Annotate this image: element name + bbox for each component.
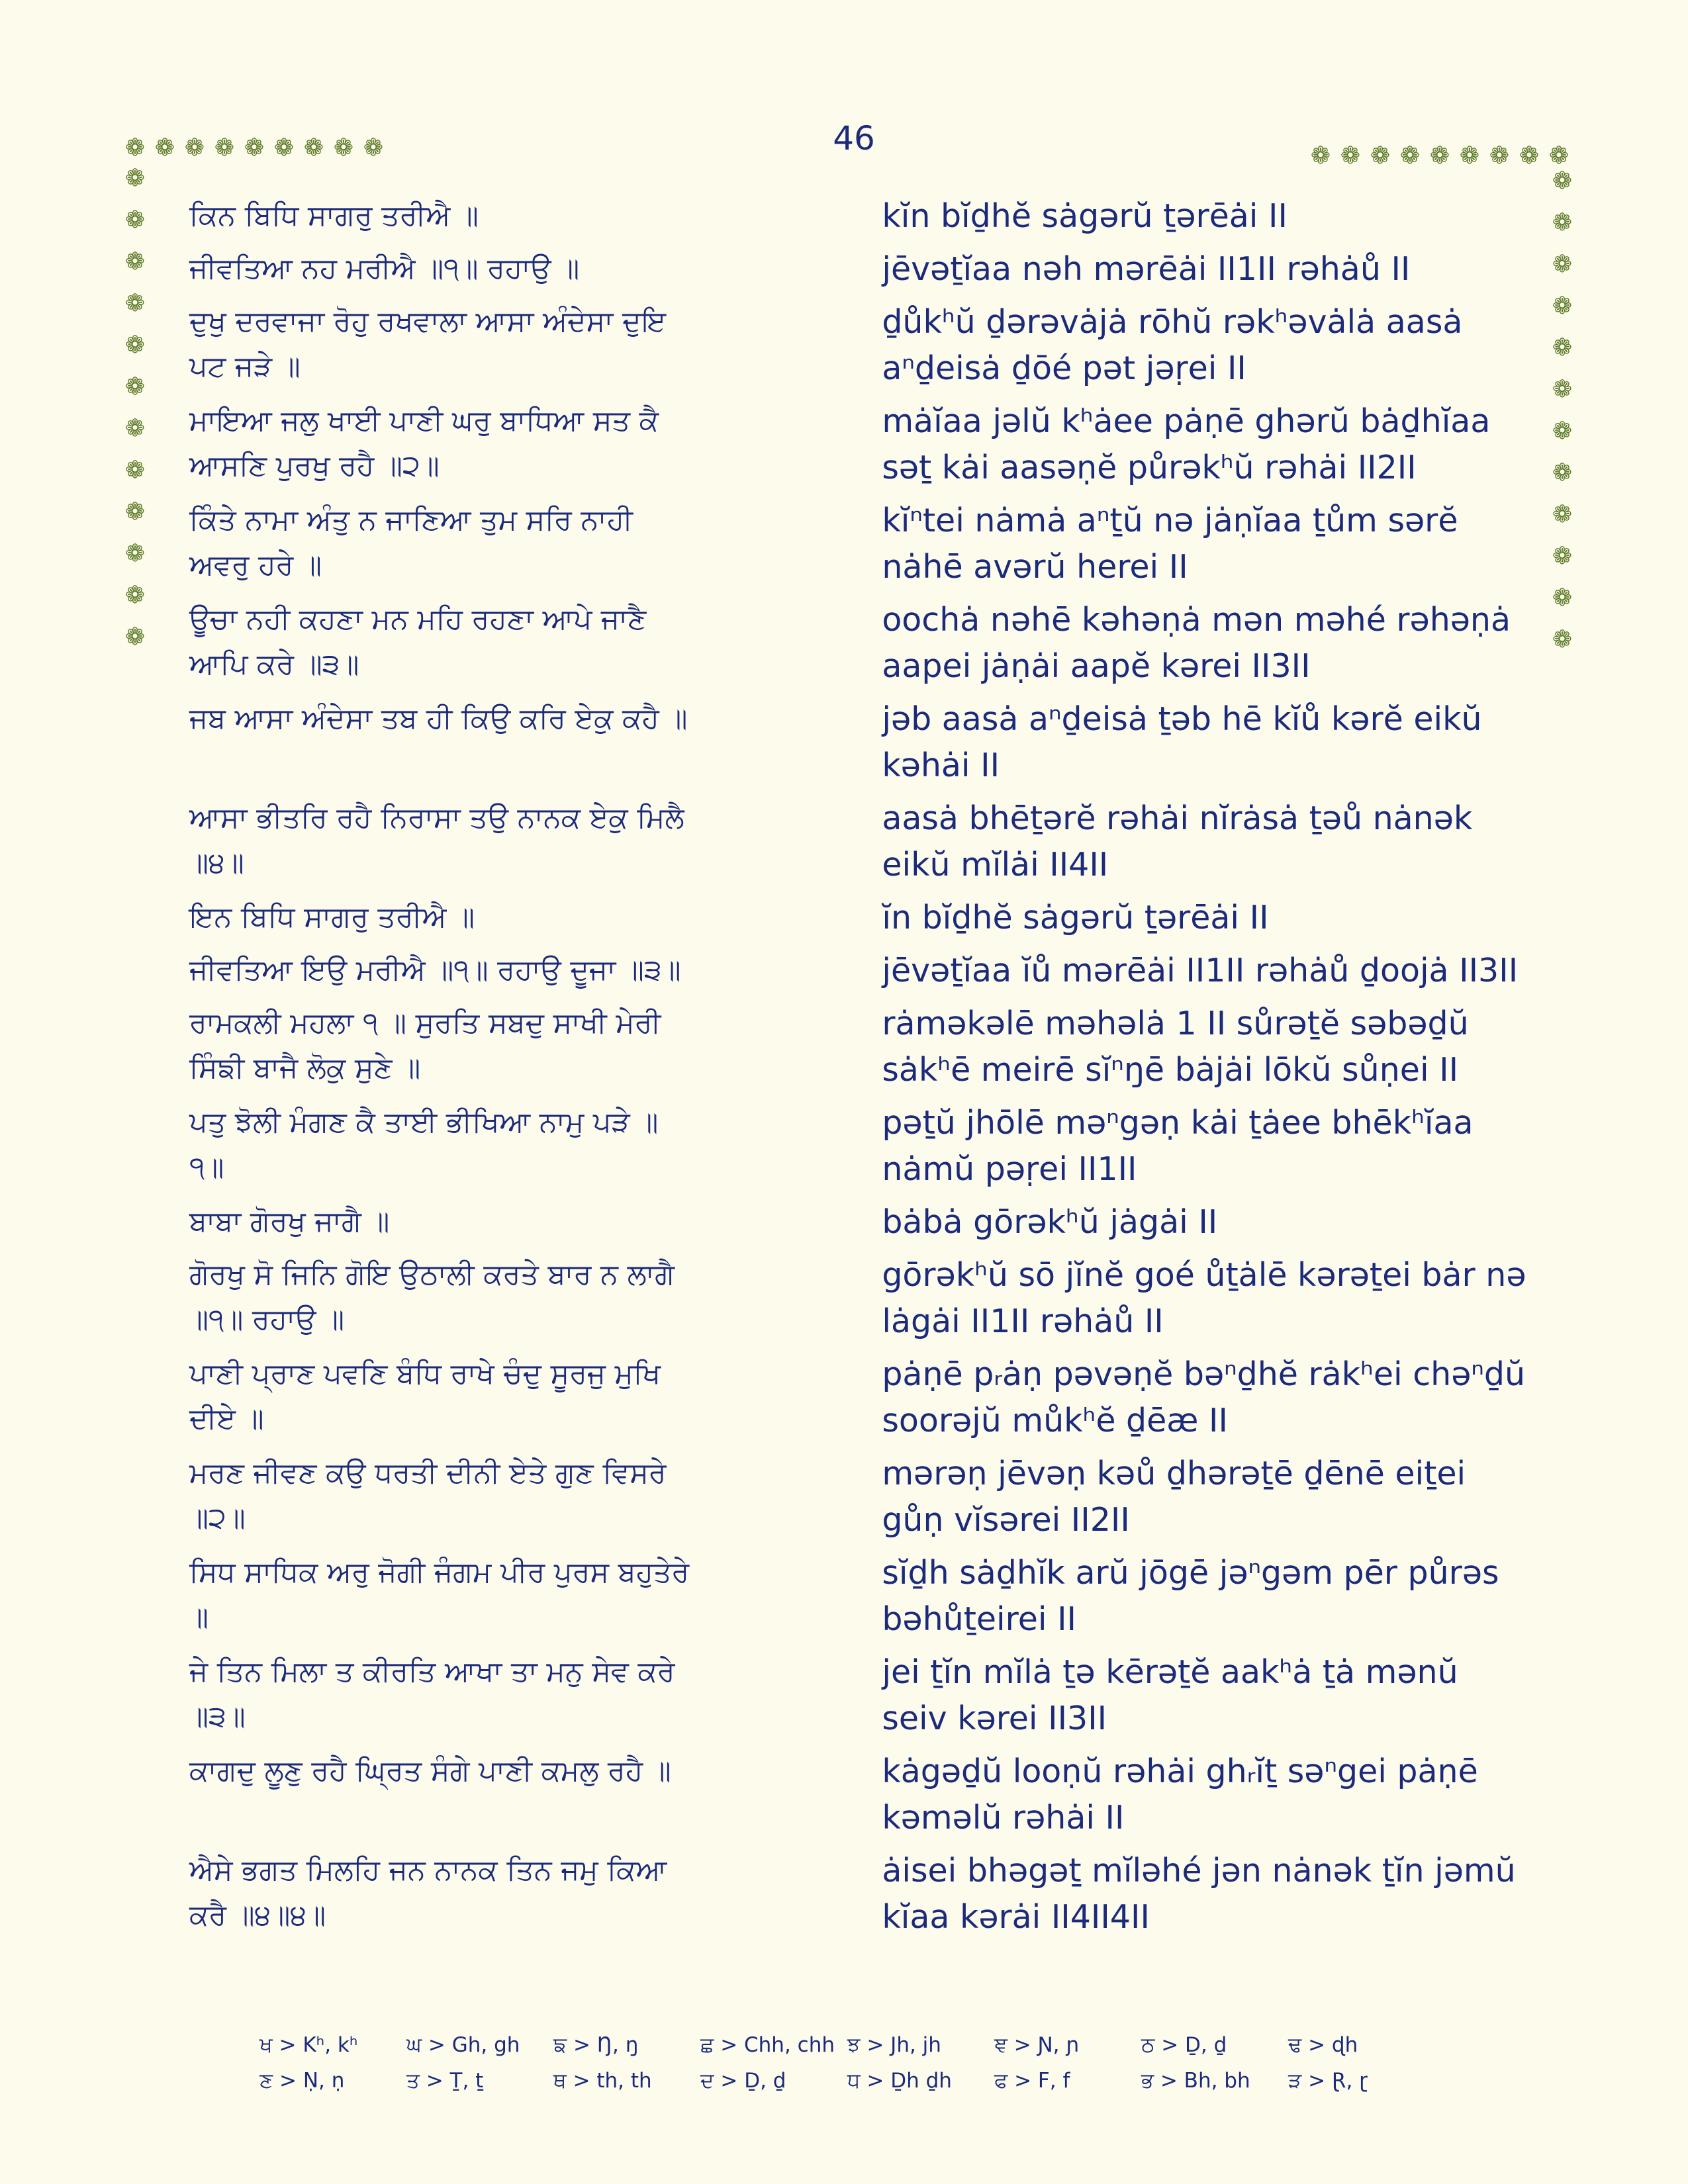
rosette-ornament-icon: ❁ (214, 134, 235, 161)
rosette-ornament-icon: ❁ (1548, 142, 1570, 169)
gurmukhi-line: ਸਿਧ ਸਾਧਿਕ ਅਰੁ ਜੋਗੀ ਜੰਗਮ ਪੀਰ ਪੁਰਸ ਬਹੁਤੇਰੇ ॥ (189, 1556, 690, 1634)
verse-row (189, 1848, 1526, 1940)
legend-item: ਣ > Ṇ, ṇ (259, 2069, 345, 2093)
rosette-ornament-icon: ❁ (1552, 293, 1573, 320)
legend-item: ਧ > Ḏh ḏh (847, 2069, 952, 2093)
gurmukhi-line: ਬਾਬਾ ਗੋਰਖੁ ਜਾਗੈ ॥ (189, 1205, 390, 1238)
rosette-ornament-icon: ❁ (124, 332, 146, 359)
verse-row (189, 1199, 1526, 1246)
transliteration-line: kĭn bĭḏhĕ sȧgərŭ ṯərēȧi II (882, 197, 1288, 235)
transliteration-line: jəb aasȧ aⁿḏeisȧ ṯəb hē kĭů kərĕ eikŭ kəhȧi II (882, 700, 1482, 784)
rosette-ornament-icon: ❁ (1399, 142, 1421, 169)
gurmukhi-line: ਮਰਣ ਜੀਵਣ ਕਉ ਧਰਤੀ ਦੀਨੀ ਏਤੇ ਗੁਣ ਵਿਸਰੇ ॥੨॥ (189, 1457, 667, 1535)
gurmukhi-line: ਜੀਵਤਿਆ ਨਹ ਮਰੀਐ ॥੧॥ ਰਹਾਉ ॥ (189, 252, 580, 285)
transliteration-line: aasȧ bhēṯərĕ rəhȧi nĭrȧsȧ ṯəů nȧnək eikŭ mĭlȧi II4II (882, 799, 1473, 884)
rosette-ornament-icon: ❁ (1552, 376, 1573, 403)
rosette-ornament-icon: ❁ (244, 134, 265, 161)
verse-row (189, 299, 1526, 392)
rosette-ornament-icon: ❁ (124, 373, 146, 400)
verse-row (189, 796, 1526, 888)
rosette-ornament-icon: ❁ (124, 415, 146, 442)
rosette-ornament-icon: ❁ (1489, 142, 1510, 169)
gurmukhi-line: ਐਸੇ ਭਗਤ ਮਿਲਹਿ ਜਨ ਨਾਨਕ ਤਿਨ ਜਮੁ ਕਿਆ ਕਰੈ ॥੪॥੪॥ (189, 1854, 667, 1932)
rosette-ornament-icon: ❁ (1552, 334, 1573, 361)
rosette-ornament-icon: ❁ (124, 623, 146, 651)
gurmukhi-line: ਇਨ ਬਿਧਿ ਸਾਗਰੁ ਤਰੀਐ ॥ (189, 901, 475, 934)
verse-table (189, 193, 1526, 1947)
transliteration-line: kĭⁿtei nȧmȧ aⁿṯŭ nə jȧṇĭaa ṯům sərĕ nȧhē avərŭ herei II (882, 502, 1458, 586)
verse-row (189, 1100, 1526, 1193)
rosette-ornament-icon: ❁ (303, 134, 324, 161)
legend-row (259, 2069, 1451, 2105)
verse-row (189, 1001, 1526, 1093)
rosette-ornament-icon: ❁ (124, 582, 146, 609)
rosette-ornament-icon: ❁ (124, 540, 146, 567)
rosette-ornament-icon: ❁ (1310, 142, 1331, 169)
transliteration-line: jēvəṯĭaa nəh mərēȧi II1II rəhȧů II (882, 250, 1411, 288)
legend-item: ੜ > Ɽ, ɽ (1288, 2069, 1368, 2093)
gurmukhi-line: ਕਿੰਤੇ ਨਾਮਾ ਅੰਤੁ ਨ ਜਾਣਿਆ ਤੁਮ ਸਰਿ ਨਾਹੀ ਅਵਰੁ ਹਰੇ ॥ (189, 504, 633, 582)
legend-item: ਢ > ɖh (1288, 2033, 1358, 2057)
rosette-ornament-icon: ❁ (1459, 142, 1480, 169)
page-number: 46 (833, 119, 875, 158)
transliteration-line: kȧgəḏŭ looṇŭ rəhȧi ghᵣĭṯ səⁿgei pȧṇē kəməlŭ rəhȧi II (882, 1752, 1478, 1837)
rosette-ornament-icon: ❁ (1552, 167, 1573, 195)
rosette-ornament-icon: ❁ (124, 498, 146, 525)
legend-item: ਫ > F, f (994, 2069, 1070, 2093)
gurmukhi-line: ਜੇ ਤਿਨ ਮਿਲਾ ਤ ਕੀਰਤਿ ਆਖਾ ਤਾ ਮਨੁ ਸੇਵ ਕਰੇ ॥੩॥ (189, 1655, 675, 1733)
rosette-ornament-icon: ❁ (1519, 142, 1540, 169)
rosette-ornament-icon: ❁ (154, 134, 175, 161)
gurmukhi-line: ਆਸਾ ਭੀਤਰਿ ਰਹੈ ਨਿਰਾਸਾ ਤਉ ਨਾਨਕ ਏਕੁ ਮਿਲੈ ॥੪॥ (189, 801, 684, 880)
verse-row (189, 597, 1526, 690)
gurmukhi-line: ਪਤੁ ਝੋਲੀ ਮੰਗਣ ਕੈ ਤਾਈ ਭੀਖਿਆ ਨਾਮੁ ਪੜੇ ॥੧॥ (189, 1106, 659, 1184)
transliteration-line: sĭḏh sȧḏhĭk arŭ jōgē jəⁿgəm pēr půrəs bəhůṯeirei II (882, 1554, 1499, 1638)
verse-row (189, 1451, 1526, 1543)
gurmukhi-line: ਮਾਇਆ ਜਲੁ ਖਾਈ ਪਾਣੀ ਘਰੁ ਬਾਧਿਆ ਸਤ ਕੈ ਆਸਣਿ ਪੁਰਖੁ ਰਹੈ ॥੨॥ (189, 404, 659, 482)
rosette-ornament-icon: ❁ (333, 134, 354, 161)
verse-row (189, 1749, 1526, 1841)
rosette-ornament-icon: ❁ (184, 134, 205, 161)
verse-row (189, 398, 1526, 491)
transliteration-line: pȧṇē pᵣȧṇ pəvəṇĕ bəⁿḏhĕ rȧkʰei chəⁿḏŭ soorəjŭ můkʰĕ ḏēæ II (882, 1355, 1526, 1439)
gurmukhi-line: ਊਚਾ ਨਹੀ ਕਹਣਾ ਮਨ ਮਹਿ ਰਹਣਾ ਆਪੇ ਜਾਣੈ ਆਪਿ ਕਰੇ ॥੩॥ (189, 603, 647, 681)
rosette-ornament-icon: ❁ (1552, 418, 1573, 445)
transliteration-line: ȧisei bhəgəṯ mĭləhé jən nȧnək ṯĭn jəmŭ kĭaa kərȧi II4II4II (882, 1852, 1516, 1936)
transliteration-line: ḏůkʰŭ ḏərəvȧjȧ rōhŭ rəkʰəvȧlȧ aasȧ aⁿḏeisȧ ḏōé pət jəṛei II (882, 303, 1463, 387)
legend-row (259, 2033, 1451, 2069)
gurmukhi-line: ਕਿਨ ਬਿਧਿ ਸਾਗਰੁ ਤਰੀਐ ॥ (189, 199, 479, 232)
transliteration-line: oochȧ nəhē kəhəṇȧ mən məhé rəhəṇȧ aapei jȧṇȧi aapĕ kərei II3II (882, 601, 1511, 685)
verse-row (189, 1351, 1526, 1444)
transliteration-line: mȧĭaa jəlŭ kʰȧee pȧṇē ghərŭ bȧḏhĭaa səṯ kȧi aasəṇĕ půrəkʰŭ rəhȧi II2II (882, 402, 1491, 486)
legend-item: ਝ > Jh, jh (847, 2033, 941, 2057)
rosette-ornament-icon: ❁ (1552, 459, 1573, 486)
gurmukhi-line: ਜਬ ਆਸਾ ਅੰਦੇਸਾ ਤਬ ਹੀ ਕਿਉ ਕਰਿ ਏਕੁ ਕਹੈ ॥ (189, 702, 688, 735)
verse-row (189, 696, 1526, 789)
rosette-ornament-icon: ❁ (124, 457, 146, 484)
rosette-ornament-icon: ❁ (1552, 626, 1573, 653)
verse-row (189, 193, 1526, 240)
legend-item: ਦ > Ḏ, ḏ (700, 2069, 786, 2093)
gurmukhi-line: ਰਾਮਕਲੀ ਮਹਲਾ ੧ ॥ ਸੁਰਤਿ ਸਬਦੁ ਸਾਖੀ ਮੇਰੀ ਸਿੰਙੀ ਬਾਜੈ ਲੋਕੁ ਸੁਣੇ ॥ (189, 1007, 661, 1085)
rosette-ornament-icon: ❁ (1552, 584, 1573, 612)
rosette-ornament-icon: ❁ (1340, 142, 1361, 169)
transliteration-line: jēvəṯĭaa ĭů mərēȧi II1II rəhȧů ḏoojȧ II3II (882, 952, 1519, 989)
transliteration-line: pəṯŭ jhōlē məⁿgəṇ kȧi ṯȧee bhēkʰĭaa nȧmŭ pəṛei II1II (882, 1104, 1474, 1188)
legend-item: ਥ > th, th (553, 2069, 652, 2093)
rosette-ornament-icon: ❁ (1552, 543, 1573, 570)
rosette-ornament-icon: ❁ (124, 165, 146, 192)
rosette-ornament-icon: ❁ (124, 290, 146, 317)
verse-row (189, 498, 1526, 590)
verse-row (189, 1649, 1526, 1742)
verse-row (189, 948, 1526, 994)
verse-row (189, 246, 1526, 293)
legend-item: ਖ > Kʰ, kʰ (259, 2033, 358, 2057)
transliteration-line: mərəṇ jēvəṇ kəů ḏhərəṯē ḏēnē eiṯei gůṇ vĭsərei II2II (882, 1455, 1466, 1539)
legend-item: ਙ > Ŋ, ŋ (553, 2033, 639, 2057)
rosette-ornament-icon: ❁ (273, 134, 295, 161)
legend-item: ਭ > Bh, bh (1141, 2069, 1250, 2093)
transliteration-line: gōrəkʰŭ sō jĭnĕ goé ůṯȧlē kərəṯei bȧr nə lȧgȧi II1II rəhȧů II (882, 1256, 1526, 1340)
legend-item: ਤ > Ṯ, ṯ (406, 2069, 484, 2093)
rosette-ornament-icon: ❁ (124, 134, 146, 161)
verse-row (189, 1550, 1526, 1643)
transliteration-line: rȧməkəlē məhəlȧ 1 II sůrəṯĕ səbəḏŭ sȧkʰē meirē sĭⁿŋē bȧjȧi lōkŭ sůṇei II (882, 1005, 1469, 1089)
rosette-ornament-icon: ❁ (1552, 501, 1573, 528)
rosette-ornament-icon: ❁ (363, 134, 384, 161)
transliteration-line: jei ṯĭn mĭlȧ ṯə kērəṯĕ aakʰȧ ṯȧ mənŭ seiv kərei II3II (882, 1653, 1458, 1737)
gurmukhi-line: ਗੋਰਖੁ ਸੋ ਜਿਨਿ ਗੋਇ ਉਠਾਲੀ ਕਰਤੇ ਬਾਰ ਨ ਲਾਗੈ ॥੧॥ ਰਹਾਉ ॥ (189, 1258, 675, 1336)
rosette-ornament-icon: ❁ (1429, 142, 1450, 169)
rosette-ornament-icon: ❁ (124, 206, 146, 234)
transliteration-legend (259, 2033, 1451, 2105)
legend-item: ਞ > Ɲ, ɲ (994, 2033, 1080, 2057)
verse-row (189, 895, 1526, 941)
gurmukhi-line: ਪਾਣੀ ਪ੍ਰਾਣ ਪਵਣਿ ਬੰਧਿ ਰਾਖੇ ਚੰਦੁ ਸੂਰਜੁ ਮੁਖਿ ਦੀਏ ॥ (189, 1357, 661, 1435)
rosette-ornament-icon: ❁ (1552, 251, 1573, 278)
gurmukhi-line: ਜੀਵਤਿਆ ਇਉ ਮਰੀਐ ॥੧॥ ਰਹਾਉ ਦੂਜਾ ॥੩॥ (189, 954, 681, 987)
rosette-ornament-icon: ❁ (1552, 209, 1573, 236)
rosette-ornament-icon: ❁ (1370, 142, 1391, 169)
gurmukhi-line: ਦੁਖੁ ਦਰਵਾਜਾ ਰੋਹੁ ਰਖਵਾਲਾ ਆਸਾ ਅੰਦੇਸਾ ਦੁਇ ਪਟ ਜੜੇ ॥ (189, 305, 666, 383)
transliteration-line: ĭn bĭḏhĕ sȧgərŭ ṯərēȧi II (882, 899, 1269, 936)
legend-item: ਠ > Ḏ, ḏ (1141, 2033, 1227, 2057)
gurmukhi-line: ਕਾਗਦੁ ਲੂਣੁ ਰਹੈ ਘ੍ਰਿਤ ਸੰਗੇ ਪਾਣੀ ਕਮਲੁ ਰਹੈ ॥ (189, 1754, 671, 1788)
legend-item: ਘ > Gh, gh (406, 2033, 520, 2057)
verse-row (189, 1252, 1526, 1345)
rosette-ornament-icon: ❁ (124, 248, 146, 275)
transliteration-line: bȧbȧ gōrəkʰŭ jȧgȧi II (882, 1203, 1218, 1241)
legend-item: ਛ > Chh, chh (700, 2033, 835, 2057)
